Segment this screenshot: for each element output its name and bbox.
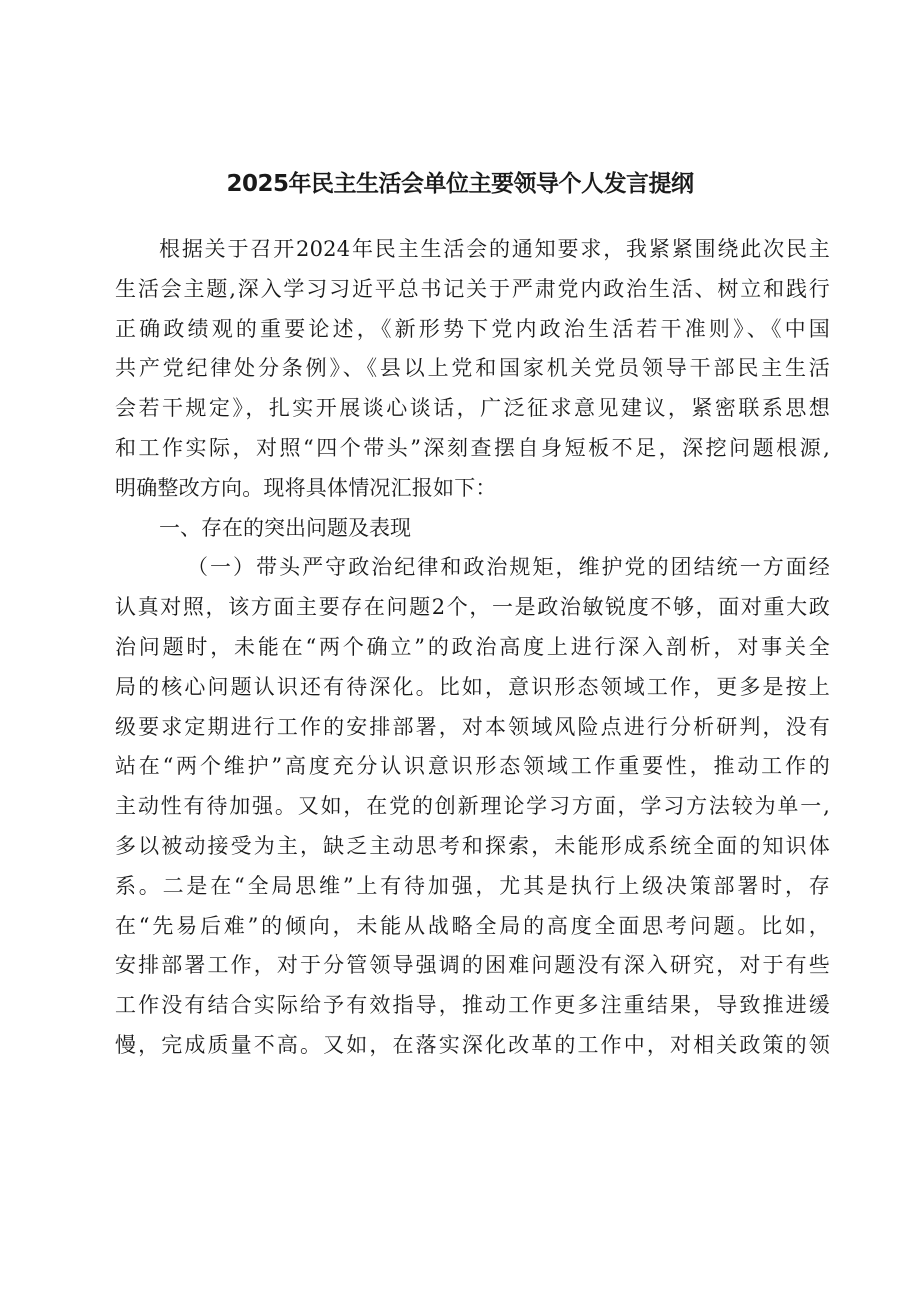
- subsection-line: 治问题时，未能在“两个确立”的政治高度上进行深入剖析，对事关全: [115, 634, 830, 659]
- subsection-line: 系。二是在“全局思维”上有待加强，尤其是执行上级决策部署时，存: [115, 873, 830, 898]
- intro-line: 和工作实际，对照“四个带头”深刻查摆自身短板不足，深挖问题根源,: [115, 435, 830, 460]
- subsection-line: 认真对照，该方面主要存在问题2个，一是政治敏锐度不够，面对重大政: [115, 595, 830, 620]
- subsection-line: 慢，完成质量不高。又如，在落实深化改革的工作中，对相关政策的领: [115, 1032, 830, 1057]
- subsection-line: 局的核心问题认识还有待深化。比如，意识形态领域工作，更多是按上: [115, 674, 830, 699]
- subsection-line: 安排部署工作，对于分管领导强调的困难问题没有深入研究，对于有些: [115, 953, 830, 978]
- intro-line: 生活会主题,深入学习习近平总书记关于严肃党内政治生活、树立和践行: [115, 276, 830, 301]
- subsection-line: 多以被动接受为主，缺乏主动思考和探索，未能形成系统全面的知识体: [115, 833, 830, 858]
- subsection-line: 在“先易后难”的倾向，未能从战略全局的高度全面思考问题。比如，: [115, 913, 830, 938]
- intro-line: 明确整改方向。现将具体情况汇报如下：: [115, 475, 497, 500]
- document-title: 2025年民主生活会单位主要领导个人发言提纲: [226, 171, 694, 197]
- intro-line: 正确政绩观的重要论述，《新形势下党内政治生活若干准则》、《中国: [115, 316, 830, 341]
- intro-line: 共产党纪律处分条例》、《县以上党和国家机关党员领导干部民主生活: [115, 356, 830, 381]
- intro-line: 会若干规定》，扎实开展谈心谈话，广泛征求意见建议，紧密联系思想: [115, 396, 830, 421]
- subsection-line: 站在“两个维护”高度充分认识意识形态领域工作重要性，推动工作的: [115, 754, 830, 779]
- intro-line: 根据关于召开2024年民主生活会的通知要求，我紧紧围绕此次民主: [159, 237, 830, 261]
- subsection-line: 工作没有结合实际给予有效指导，推动工作更多注重结果，导致推进缓: [115, 993, 830, 1018]
- subsection-line: 主动性有待加强。又如，在党的创新理论学习方面，学习方法较为单一,: [115, 794, 830, 819]
- subsection-line: 级要求定期进行工作的安排部署，对本领域风险点进行分析研判，没有: [115, 714, 830, 739]
- document-body: [115, 230, 830, 1066]
- section-heading: 一、存在的突出问题及表现: [159, 515, 411, 540]
- subsection-line: （一）带头严守政治纪律和政治规矩，维护党的团结统一方面经: [187, 555, 830, 580]
